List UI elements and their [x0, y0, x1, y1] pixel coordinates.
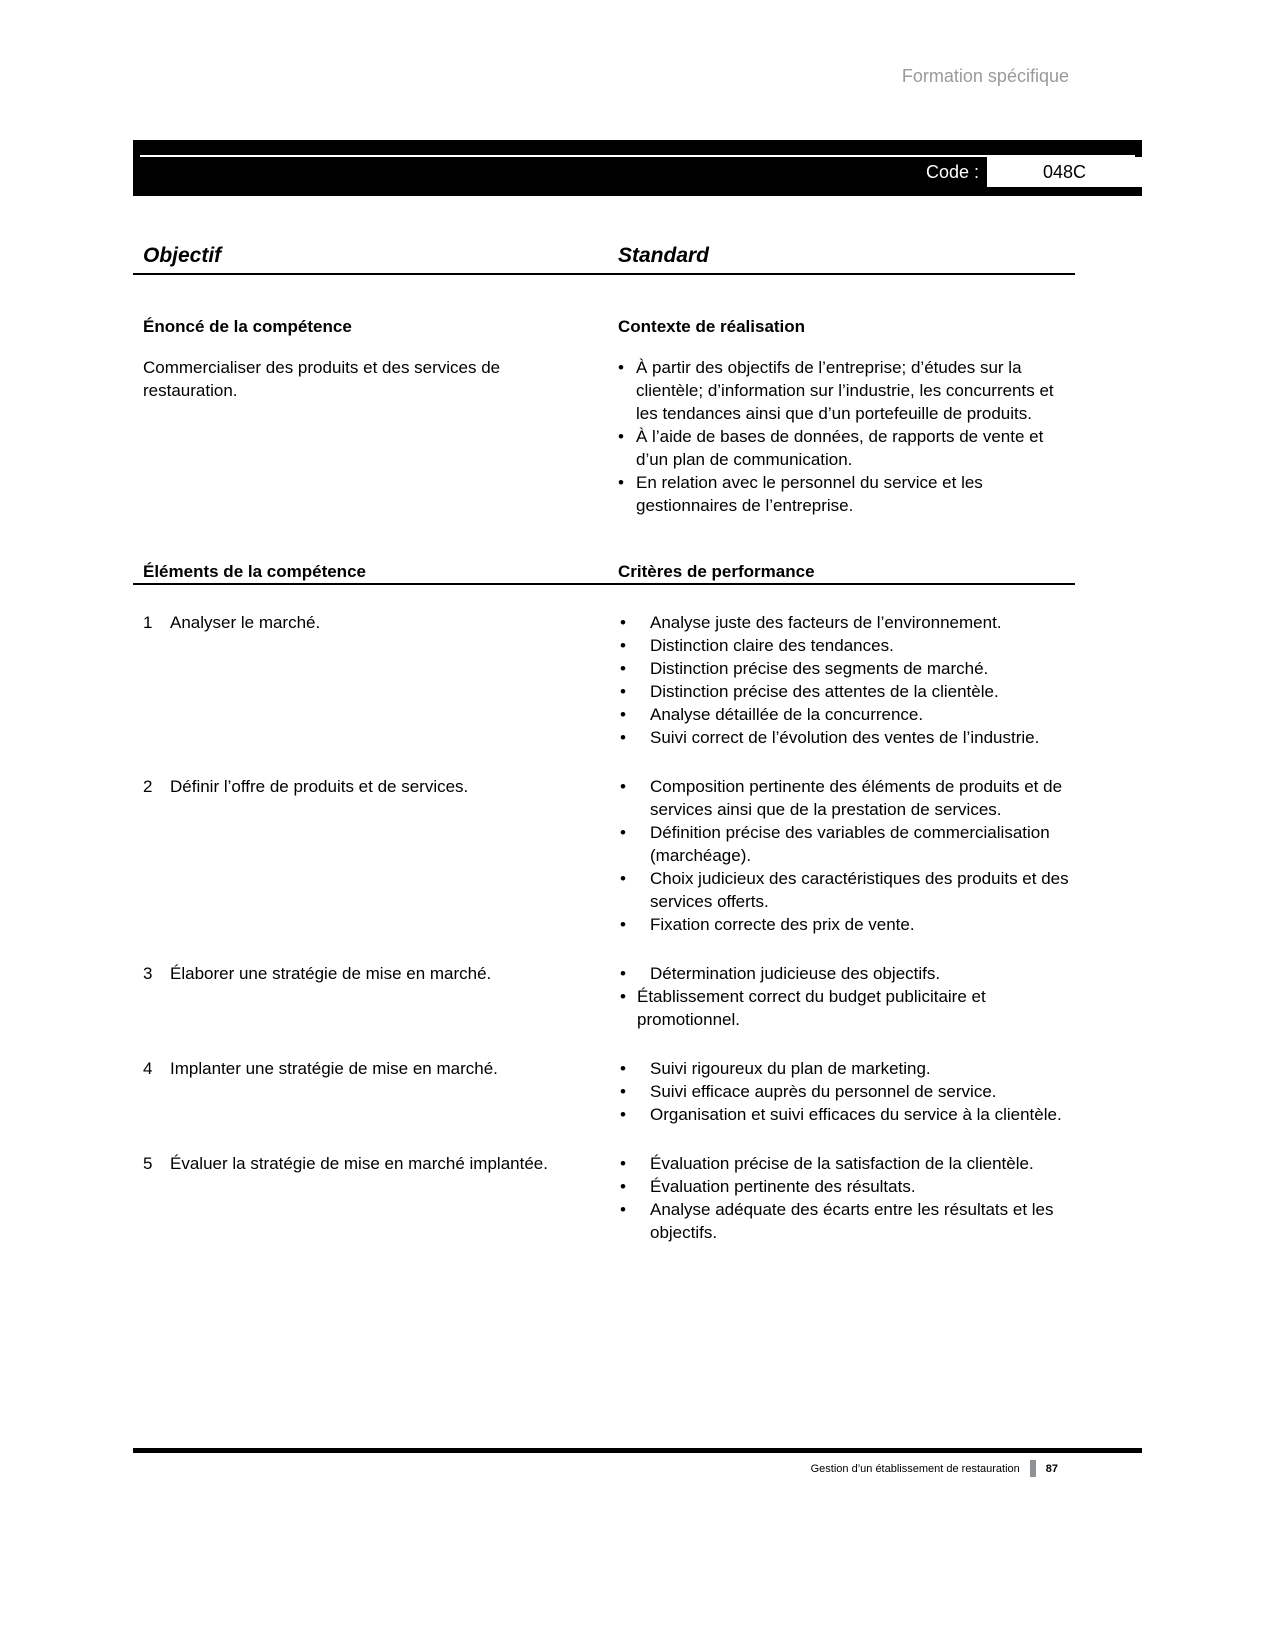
criteria-list	[618, 962, 1075, 1031]
bullet-text: • À l’aide de bases de données, de rapports de vente et d’un plan de communication.	[636, 427, 1044, 469]
criterion-text: • Analyse détaillée de la concurrence.	[650, 705, 924, 724]
code-label: Code :	[925, 162, 979, 182]
bullet-item	[618, 425, 1069, 471]
bullet-item	[618, 1198, 1069, 1244]
bullet-text: • À partir des objectifs de l’entreprise; d’études sur la clientèle; d’information sur l’industrie, les concurrents et les tendances ainsi que d’un portefeuille de produits.	[636, 358, 1054, 423]
bullet-item	[618, 611, 1069, 634]
criteria-list	[618, 611, 1075, 749]
footer-doc-title: Gestion d’un établissement de restauration	[810, 1462, 1020, 1475]
criteres-heading: Critères de performance	[618, 562, 815, 581]
standard-title: Standard	[618, 244, 710, 267]
criterion-text: • Composition pertinente des éléments de produits et de services ainsi que de la prestation de services.	[650, 777, 1063, 819]
criterion-text: • Suivi rigoureux du plan de marketing.	[650, 1059, 931, 1078]
bullet-item	[618, 471, 1069, 517]
bullet-item	[618, 962, 1069, 985]
bullet-item	[618, 356, 1069, 425]
contexte-bullet-list	[618, 356, 1069, 517]
enonce-text: Commercialiser des produits et des services de restauration.	[143, 358, 501, 400]
footer-rule	[133, 1448, 1142, 1453]
criterion-text: • Détermination judicieuse des objectifs.	[650, 964, 941, 983]
bullet-item	[618, 680, 1069, 703]
row-number: 4	[143, 1059, 153, 1078]
page-footer	[133, 1448, 1142, 1477]
criterion-text: • Définition précise des variables de commercialisation (marchéage).	[650, 823, 1050, 865]
criterion-text: • Distinction claire des tendances.	[650, 636, 894, 655]
criterion-text: • Analyse juste des facteurs de l’environnement.	[650, 613, 1002, 632]
row-number: 3	[143, 964, 153, 983]
bullet-item	[618, 821, 1069, 867]
competence-section	[133, 315, 1075, 517]
criteria-list	[618, 775, 1075, 936]
competency-row	[133, 1057, 1075, 1126]
row-number: 2	[143, 777, 153, 796]
competency-row	[133, 1152, 1075, 1244]
row-element-text: Élaborer une stratégie de mise en marché.	[170, 964, 492, 983]
criterion-text: • Distinction précise des segments de marché.	[650, 659, 989, 678]
enonce-heading: Énoncé de la compétence	[143, 317, 352, 336]
criterion-text: • Choix judicieux des caractéristiques des produits et des services offerts.	[650, 869, 1069, 911]
criterion-text: • Établissement correct du budget publicitaire et promotionnel.	[637, 987, 986, 1029]
section-label: Formation spécifique	[901, 66, 1069, 86]
bullet-item	[618, 1175, 1069, 1198]
bullet-item	[618, 1080, 1069, 1103]
bullet-item	[618, 985, 1069, 1031]
bullet-item	[618, 1103, 1069, 1126]
bullet-item	[618, 634, 1069, 657]
bullet-item	[618, 703, 1069, 726]
bullet-item	[618, 867, 1069, 913]
footer-separator	[1030, 1460, 1036, 1477]
code-bar-divider	[140, 155, 1135, 157]
contexte-heading: Contexte de réalisation	[618, 317, 806, 336]
bullet-item	[618, 726, 1069, 749]
elements-header-row	[133, 560, 1075, 585]
competency-row	[133, 611, 1075, 749]
bullet-item	[618, 657, 1069, 680]
competency-row	[133, 962, 1075, 1031]
criterion-text: • Évaluation précise de la satisfaction de la clientèle.	[650, 1154, 1034, 1173]
row-number: 5	[143, 1154, 153, 1173]
criterion-text: • Analyse adéquate des écarts entre les résultats et les objectifs.	[650, 1200, 1054, 1242]
code-value: 048C	[987, 157, 1142, 187]
criterion-text: • Suivi correct de l’évolution des ventes de l’industrie.	[650, 728, 1040, 747]
objectif-title: Objectif	[143, 244, 222, 267]
bullet-item	[618, 1057, 1069, 1080]
bullet-item	[618, 775, 1069, 821]
row-number: 1	[143, 613, 153, 632]
criteria-list	[618, 1057, 1075, 1126]
bullet-item	[618, 1152, 1069, 1175]
row-element-text: Définir l’offre de produits et de services.	[170, 777, 469, 796]
criterion-text: • Fixation correcte des prix de vente.	[650, 915, 915, 934]
criterion-text: • Distinction précise des attentes de la clientèle.	[650, 682, 999, 701]
row-element-text: Analyser le marché.	[170, 613, 321, 632]
table-title-row	[133, 243, 1075, 275]
code-bar	[133, 140, 1142, 196]
criterion-text: • Évaluation pertinente des résultats.	[650, 1177, 916, 1196]
footer-page-number: 87	[1045, 1462, 1058, 1475]
bullet-item	[618, 913, 1069, 936]
criterion-text: • Suivi efficace auprès du personnel de service.	[650, 1082, 997, 1101]
criteria-list	[618, 1152, 1075, 1244]
criterion-text: • Organisation et suivi efficaces du service à la clientèle.	[650, 1105, 1062, 1124]
objective-table	[133, 243, 1075, 1244]
bullet-text: • En relation avec le personnel du service et les gestionnaires de l’entreprise.	[636, 473, 983, 515]
row-element-text: Implanter une stratégie de mise en marché.	[170, 1059, 498, 1078]
elements-heading: Éléments de la compétence	[143, 562, 366, 581]
row-element-text: Évaluer la stratégie de mise en marché implantée.	[170, 1154, 548, 1173]
competency-row	[133, 775, 1075, 936]
